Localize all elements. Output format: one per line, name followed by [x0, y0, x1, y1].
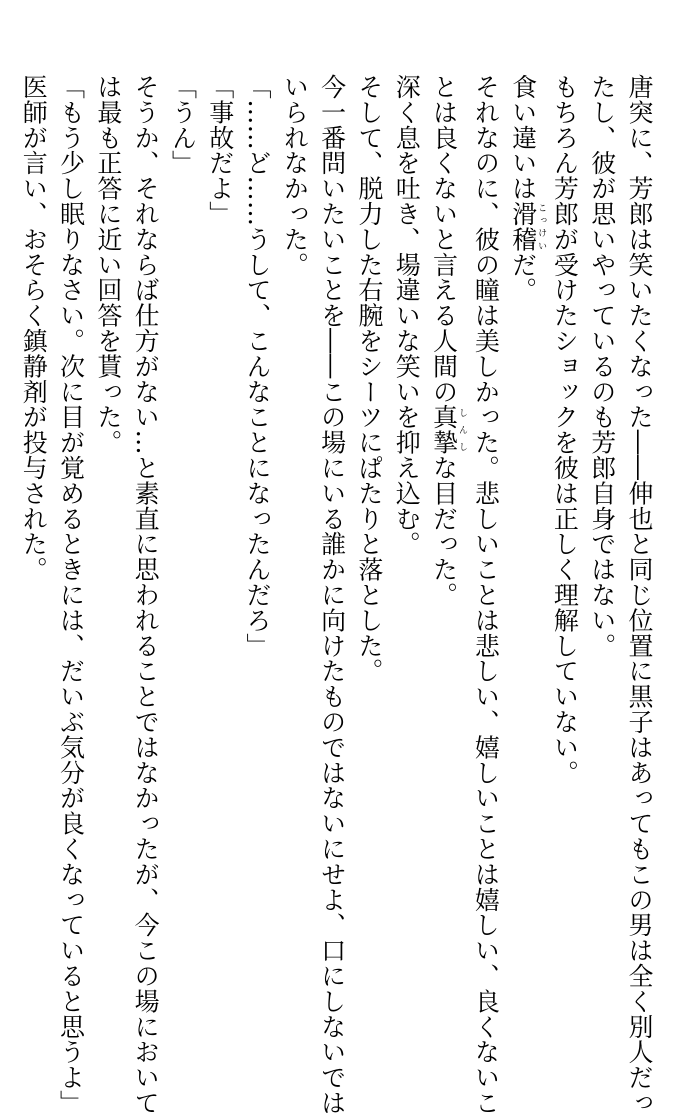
text-line-6-end: な目だった。 [429, 455, 459, 608]
text-line-13: 「うん」 [168, 74, 198, 176]
text-line-2: たし、彼が思いやっているのも芳郎自身ではない。 [587, 74, 617, 659]
text-line-6 [425, 74, 467, 979]
text-line-14: そうか、それならば仕方がない…と素直に思われることではなかったが、今この場において [131, 74, 161, 1115]
text-line-8: そして、脱力した右腕をシーツにぱたりと落とした。 [354, 74, 384, 684]
text-line-1: 唐突に、芳郎は笑いたくなった――伸也と同じ位置に黒子はあってもこの男は全く別人だっ [625, 74, 654, 1115]
text-line-10: いられなかった。 [280, 74, 310, 278]
text-line-4 [504, 74, 546, 979]
text-line-5: それなのに、彼の瞳は美しかった。悲しいことは悲しい、嬉しいことは嬉しい、良くないこ [471, 74, 501, 1115]
vertical-text-body [15, 74, 658, 1115]
text-line-4-end: だ。 [508, 251, 538, 303]
ruby-shinshi: 真摯しんし [429, 404, 468, 456]
text-line-17: 医師が言い、おそらく鎮静剤が投与された。 [19, 74, 49, 582]
text-line-12: 「事故だよ」 [205, 74, 235, 227]
ruby-kokkei: 滑稽こっけい [508, 201, 547, 252]
text-line-15: は最も正答に近い回答を貰った。 [93, 74, 123, 455]
text-line-16: 「もう少し眠りなさい。次に目が覚めるときには、だいぶ気分が良くなっていると思うよ」 [56, 74, 86, 1115]
text-line-9: 今一番問いたいことを――この場にいる誰かに向けたものではないにせよ、口にしないでは [317, 74, 347, 1115]
text-line-3: もちろん芳郎が受けたショックを彼は正しく理解していない。 [550, 74, 580, 786]
text-line-11: 「……ど……うして、こんなことになったんだろ」 [243, 74, 273, 659]
text-line-4-start: 食い違いは [508, 74, 538, 201]
text-line-7: 深く息を吐き、場違いな笑いを抑え込む。 [392, 74, 422, 557]
text-line-6-start: とは良くないと言える人間の [429, 74, 459, 405]
